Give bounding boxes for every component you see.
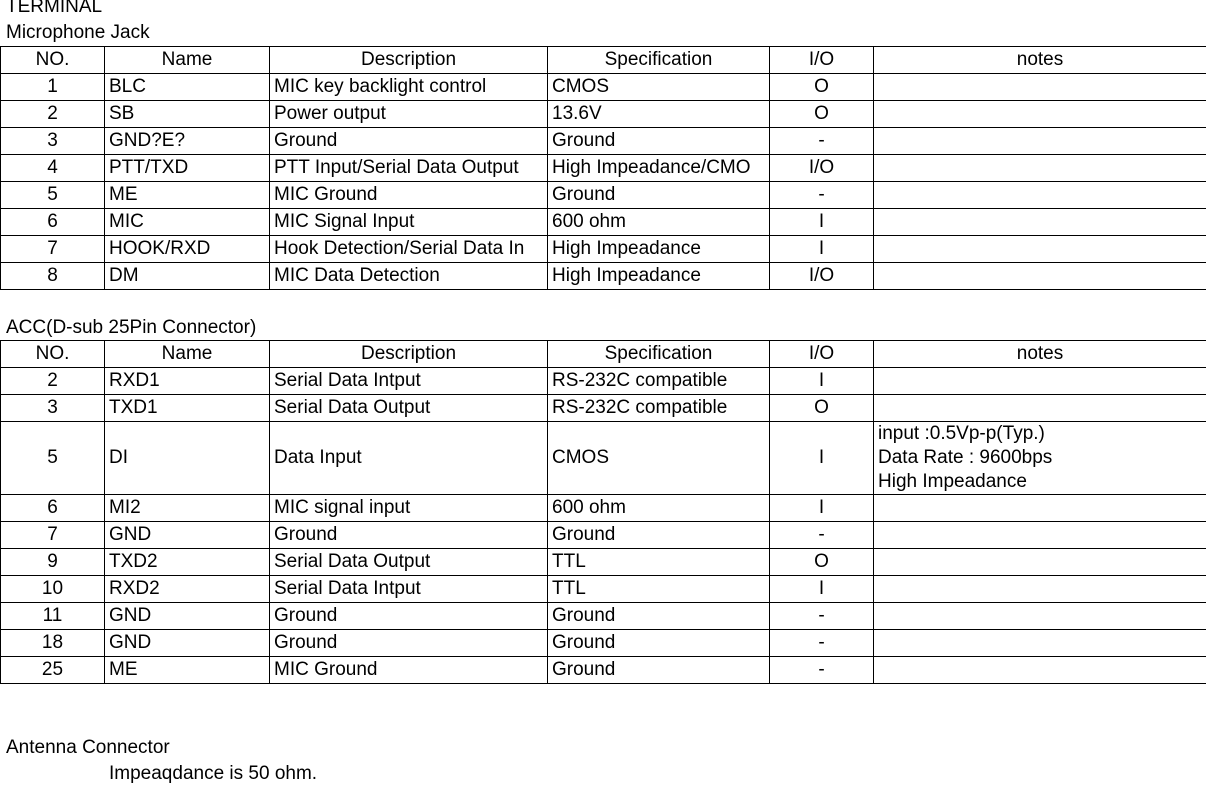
note-line: Data Rate : 9600bps — [878, 447, 1053, 468]
cell-description: MIC Ground — [270, 182, 548, 209]
cell-specification: 600 ohm — [548, 209, 770, 236]
cell-notes — [874, 395, 1206, 422]
cell-name: GND — [105, 630, 270, 657]
cell-specification: CMOS — [548, 422, 770, 495]
cell-notes — [874, 603, 1206, 630]
cell-io: - — [770, 182, 874, 209]
cell-io: I — [770, 236, 874, 263]
cell-specification: 600 ohm — [548, 495, 770, 522]
cell-name: ME — [105, 657, 270, 684]
table-row — [1, 522, 1206, 549]
header-notes: notes — [874, 341, 1206, 368]
table-row — [1, 101, 1206, 128]
cell-io: - — [770, 657, 874, 684]
cell-description: MIC Data Detection — [270, 263, 548, 290]
header-no: NO. — [1, 341, 105, 368]
cell-notes — [874, 263, 1206, 290]
table-row — [1, 549, 1206, 576]
cell-name: DI — [105, 422, 270, 495]
cell-specification: 13.6V — [548, 101, 770, 128]
cell-name: BLC — [105, 74, 270, 101]
cell-no: 3 — [1, 395, 105, 422]
cell-description: Serial Data Output — [270, 549, 548, 576]
cell-specification: RS-232C compatible — [548, 368, 770, 395]
header-description: Description — [270, 47, 548, 74]
cell-no: 11 — [1, 603, 105, 630]
acc-table-body — [1, 368, 1206, 684]
cell-specification: CMOS — [548, 74, 770, 101]
table-row — [1, 576, 1206, 603]
cell-description: Ground — [270, 128, 548, 155]
cell-io: O — [770, 395, 874, 422]
mic-section-title: Microphone Jack — [6, 22, 150, 43]
acc-table-header — [1, 341, 1206, 368]
cell-no: 25 — [1, 657, 105, 684]
antenna-impedance-note: Impeaqdance is 50 ohm. — [109, 763, 318, 784]
cell-no: 2 — [1, 368, 105, 395]
cell-io: O — [770, 549, 874, 576]
cell-name: TXD1 — [105, 395, 270, 422]
header-description: Description — [270, 341, 548, 368]
cell-description: Ground — [270, 630, 548, 657]
cell-specification: RS-232C compatible — [548, 395, 770, 422]
antenna-section-title: Antenna Connector — [6, 737, 170, 758]
cell-name: GND — [105, 522, 270, 549]
cell-no: 6 — [1, 209, 105, 236]
cell-specification: Ground — [548, 657, 770, 684]
cell-io: I/O — [770, 263, 874, 290]
mic-table — [0, 46, 1206, 290]
table-row — [1, 182, 1206, 209]
cell-description: Data Input — [270, 422, 548, 495]
cell-description: MIC key backlight control — [270, 74, 548, 101]
cell-notes — [874, 657, 1206, 684]
cell-description: Ground — [270, 522, 548, 549]
cell-description: MIC Signal Input — [270, 209, 548, 236]
cell-no: 5 — [1, 182, 105, 209]
cell-notes — [874, 128, 1206, 155]
note-line: input :0.5Vp-p(Typ.) — [878, 423, 1045, 444]
cell-no: 6 — [1, 495, 105, 522]
header-notes: notes — [874, 47, 1206, 74]
cell-io: O — [770, 74, 874, 101]
cell-name: MI2 — [105, 495, 270, 522]
header-name: Name — [105, 341, 270, 368]
cell-specification: Ground — [548, 522, 770, 549]
cell-notes — [874, 576, 1206, 603]
cell-no: 7 — [1, 522, 105, 549]
cell-description: Ground — [270, 603, 548, 630]
cell-notes — [874, 182, 1206, 209]
cell-notes — [874, 630, 1206, 657]
cell-no: 9 — [1, 549, 105, 576]
cell-name: SB — [105, 101, 270, 128]
cell-io: - — [770, 630, 874, 657]
cell-io: O — [770, 101, 874, 128]
cell-notes — [874, 422, 1206, 495]
acc-section-title: ACC(D-sub 25Pin Connector) — [6, 317, 257, 338]
cell-description: Serial Data Output — [270, 395, 548, 422]
cell-description: Serial Data Intput — [270, 576, 548, 603]
cell-description: PTT Input/Serial Data Output — [270, 155, 548, 182]
table-row — [1, 495, 1206, 522]
cell-name: RXD1 — [105, 368, 270, 395]
cell-specification: Ground — [548, 630, 770, 657]
cell-notes — [874, 155, 1206, 182]
cell-name: ME — [105, 182, 270, 209]
cell-io: - — [770, 522, 874, 549]
cell-io: - — [770, 128, 874, 155]
table-row — [1, 368, 1206, 395]
table-row — [1, 630, 1206, 657]
cell-no: 18 — [1, 630, 105, 657]
cell-no: 1 — [1, 74, 105, 101]
cell-specification: High Impeadance — [548, 236, 770, 263]
cell-no: 3 — [1, 128, 105, 155]
header-no: NO. — [1, 47, 105, 74]
cell-specification: Ground — [548, 182, 770, 209]
cell-io: I — [770, 422, 874, 495]
cell-name: HOOK/RXD — [105, 236, 270, 263]
cell-specification: TTL — [548, 576, 770, 603]
header-io: I/O — [770, 47, 874, 74]
acc-table — [0, 340, 1206, 684]
cell-description: Serial Data Intput — [270, 368, 548, 395]
page-heading: TERMINAL — [6, 0, 103, 17]
cell-name: MIC — [105, 209, 270, 236]
header-name: Name — [105, 47, 270, 74]
cell-io: I/O — [770, 155, 874, 182]
table-row — [1, 395, 1206, 422]
cell-no: 7 — [1, 236, 105, 263]
cell-specification: Ground — [548, 603, 770, 630]
table-row — [1, 236, 1206, 263]
cell-io: I — [770, 209, 874, 236]
header-specification: Specification — [548, 47, 770, 74]
cell-notes — [874, 522, 1206, 549]
cell-io: I — [770, 368, 874, 395]
cell-description: Hook Detection/Serial Data In — [270, 236, 548, 263]
cell-no: 4 — [1, 155, 105, 182]
cell-specification: Ground — [548, 128, 770, 155]
header-io: I/O — [770, 341, 874, 368]
cell-no: 8 — [1, 263, 105, 290]
table-row — [1, 657, 1206, 684]
table-row — [1, 209, 1206, 236]
cell-name: GND — [105, 603, 270, 630]
cell-name: DM — [105, 263, 270, 290]
cell-name: TXD2 — [105, 549, 270, 576]
cell-description: MIC Ground — [270, 657, 548, 684]
mic-table-body — [1, 74, 1206, 290]
cell-name: RXD2 — [105, 576, 270, 603]
cell-notes — [874, 236, 1206, 263]
table-row — [1, 74, 1206, 101]
table-row — [1, 603, 1206, 630]
cell-name: PTT/TXD — [105, 155, 270, 182]
cell-name: GND?E? — [105, 128, 270, 155]
table-row — [1, 128, 1206, 155]
header-specification: Specification — [548, 341, 770, 368]
cell-no: 5 — [1, 422, 105, 495]
cell-notes — [874, 549, 1206, 576]
table-row — [1, 155, 1206, 182]
cell-notes — [874, 495, 1206, 522]
cell-specification: High Impeadance — [548, 263, 770, 290]
note-line: High Impeadance — [878, 471, 1027, 492]
cell-description: Power output — [270, 101, 548, 128]
table-row — [1, 422, 1206, 495]
cell-notes — [874, 368, 1206, 395]
cell-description: MIC signal input — [270, 495, 548, 522]
cell-notes — [874, 74, 1206, 101]
cell-specification: High Impeadance/CMO — [548, 155, 770, 182]
cell-io: I — [770, 576, 874, 603]
cell-notes — [874, 101, 1206, 128]
cell-no: 10 — [1, 576, 105, 603]
table-row — [1, 263, 1206, 290]
mic-table-header — [1, 47, 1206, 74]
cell-io: - — [770, 603, 874, 630]
cell-no: 2 — [1, 101, 105, 128]
cell-specification: TTL — [548, 549, 770, 576]
cell-notes — [874, 209, 1206, 236]
cell-io: I — [770, 495, 874, 522]
